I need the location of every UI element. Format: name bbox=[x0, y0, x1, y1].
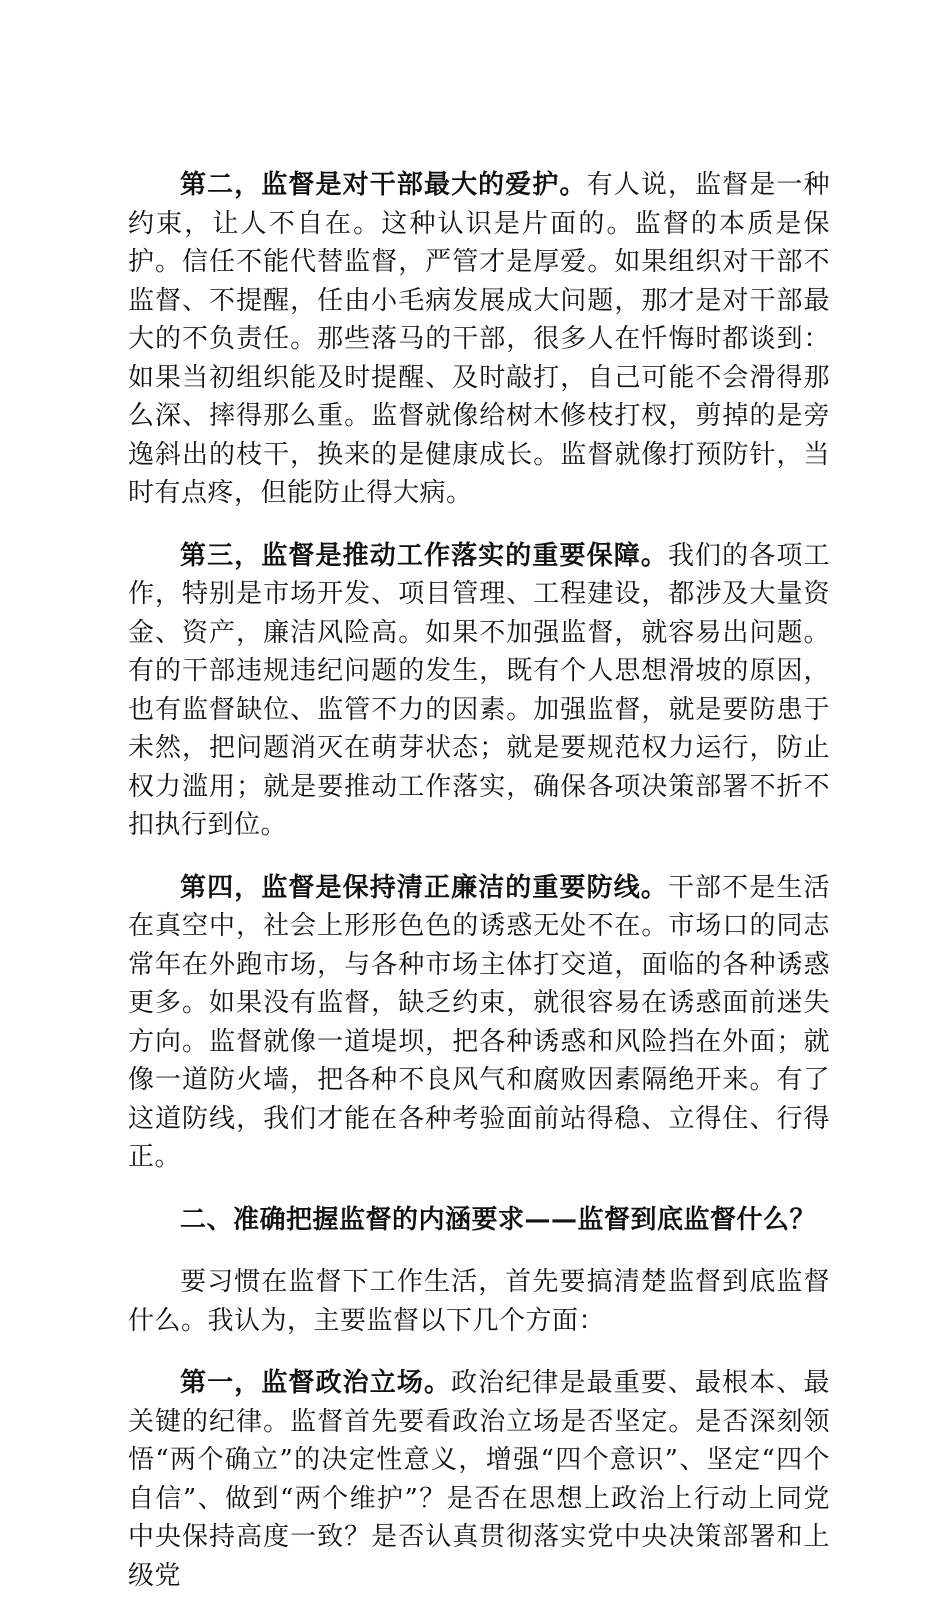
paragraph-second-point bbox=[128, 166, 830, 513]
paragraph-body: 政治纪律是最重要、最根本、最关键的纪律。监督首先要看政治立场是否坚定。是否深刻领悟“两个确立”的决定性意义，增强“四个意识”、坚定“四个自信”、做到“两个维护”？是否在思想上政治上行动上同党中央保持高度一致？是否认真贯彻落实党中央决策部署和上级党 bbox=[128, 1368, 830, 1591]
paragraph-lead: 第三，监督是推动工作落实的重要保障。 bbox=[180, 540, 668, 571]
paragraph-body: 干部不是生活在真空中，社会上形形色色的诱惑无处不在。市场口的同志常年在外跑市场，与各种市场主体打交道，面临的各种诱惑更多。如果没有监督，缺乏约束，就很容易在诱惑面前迷失方向。监督就像一道堤坝，把各种诱惑和风险挡在外面；就像一道防火墙，把各种不良风气和腐败因素隔绝开来。有了这道防线，我们才能在各种考验面前站得稳、立得住、行得正。 bbox=[128, 872, 830, 1172]
paragraph-lead: 第一，监督政治立场。 bbox=[180, 1368, 452, 1398]
paragraph-lead: 第四，监督是保持清正廉洁的重要防线。 bbox=[180, 872, 668, 903]
paragraph-body: 我们的各项工作，特别是市场开发、项目管理、工程建设，都涉及大量资金、资产，廉洁风险高。如果不加强监督，就容易出问题。有的干部违规违纪问题的发生，既有个人思想滑坡的原因，也有监督缺位、监管不力的因素。加强监督，就是要防患于未然，把问题消灭在萌芽状态；就是要规范权力运行，防止权力滥用；就是要推动工作落实，确保各项决策部署不折不扣执行到位。 bbox=[128, 540, 830, 840]
paragraph-body: 有人说，监督是一种约束，让人不自在。这种认识是片面的。监督的本质是保护。信任不能代替监督，严管才是厚爱。如果组织对干部不监督、不提醒，任由小毛病发展成大问题，那才是对干部最大的不负责任。那些落马的干部，很多人在忏悔时都谈到：如果当初组织能及时提醒、及时敲打，自己可能不会滑得那么深、摔得那么重。监督就像给树木修枝打杈，剪掉的是旁逸斜出的枝干，换来的是健康成长。监督就像打预防针，当时有点疼，但能防止得大病。 bbox=[128, 170, 830, 508]
document-body bbox=[128, 166, 830, 1619]
paragraph-third-point bbox=[128, 537, 830, 845]
section-heading: 二、准确把握监督的内涵要求——监督到底监督什么？ bbox=[180, 1204, 817, 1235]
paragraph-lead: 第二，监督是对干部最大的爱护。 bbox=[180, 170, 587, 200]
intro-paragraph: 要习惯在监督下工作生活，首先要搞清楚监督到底监督什么。我认为，主要监督以下几个方面： bbox=[128, 1267, 830, 1336]
paragraph-first-point bbox=[128, 1364, 830, 1595]
paragraph-fourth-point bbox=[128, 869, 830, 1177]
